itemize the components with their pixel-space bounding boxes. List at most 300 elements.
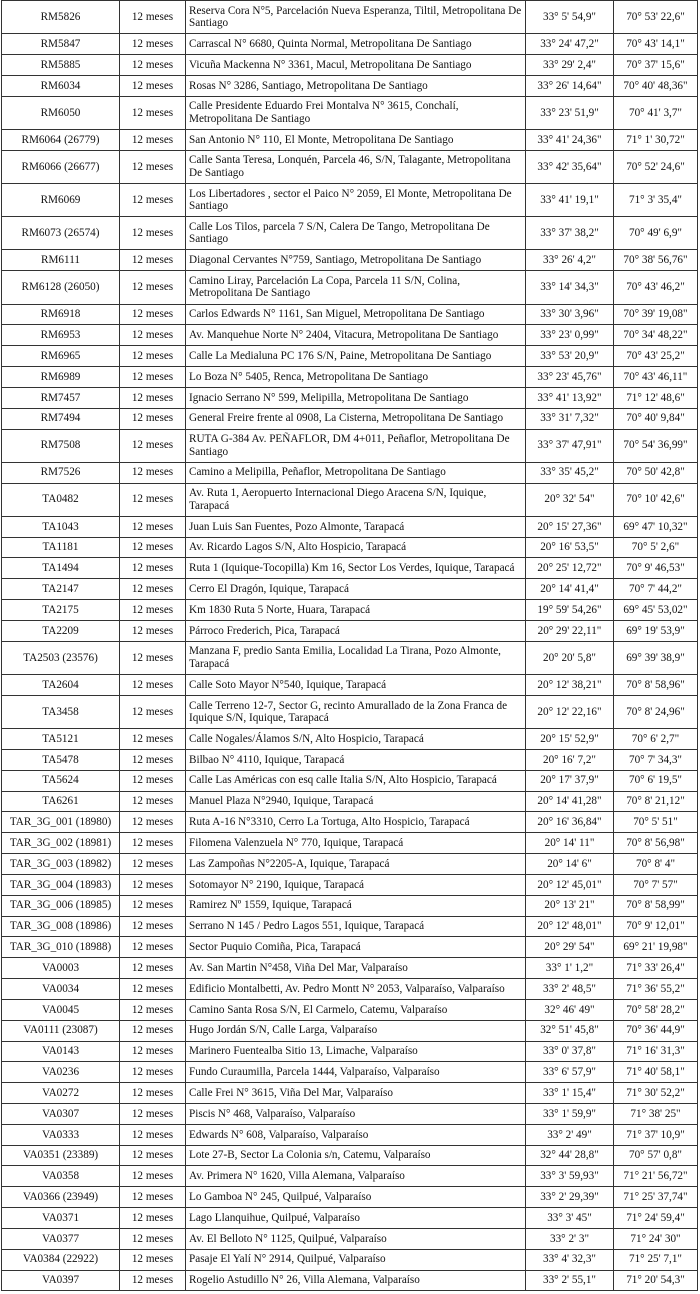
table-row bbox=[2, 675, 698, 696]
site-id-cell: RM5826 bbox=[2, 1, 120, 34]
table-row bbox=[2, 695, 698, 728]
term-cell: 12 meses bbox=[120, 895, 186, 916]
term-cell: 12 meses bbox=[120, 408, 186, 429]
site-id-cell: RM6050 bbox=[2, 96, 120, 129]
address-cell: San Antonio N° 110, El Monte, Metropolitana De Santiago bbox=[186, 129, 526, 150]
longitude-cell: 71° 33' 26,4" bbox=[614, 958, 698, 979]
site-id-cell: RM6953 bbox=[2, 325, 120, 346]
longitude-cell: 70° 8' 58,99" bbox=[614, 895, 698, 916]
latitude-cell: 20° 12' 45,01" bbox=[526, 874, 614, 895]
latitude-cell: 20° 29' 22,11" bbox=[526, 620, 614, 641]
address-cell: Ramirez Nº 1559, Iquique, Tarapacá bbox=[186, 895, 526, 916]
longitude-cell: 70° 49' 6,9" bbox=[614, 217, 698, 250]
term-cell: 12 meses bbox=[120, 34, 186, 55]
latitude-cell: 20° 14' 41,4" bbox=[526, 579, 614, 600]
address-cell: Camino Liray, Parcelación La Copa, Parcela 11 S/N, Colina, Metropolitana De Santiago bbox=[186, 271, 526, 304]
site-id-cell: RM7508 bbox=[2, 429, 120, 462]
latitude-cell: 20° 16' 53,5" bbox=[526, 537, 614, 558]
address-cell: General Freire frente al 0908, La Cisterna, Metropolitana De Santiago bbox=[186, 408, 526, 429]
term-cell: 12 meses bbox=[120, 916, 186, 937]
latitude-cell: 33° 41' 19,1" bbox=[526, 184, 614, 217]
latitude-cell: 20° 25' 12,72" bbox=[526, 558, 614, 579]
term-cell: 12 meses bbox=[120, 483, 186, 516]
site-id-cell: RM6069 bbox=[2, 184, 120, 217]
address-cell: Diagonal Cervantes N°759, Santiago, Metropolitana De Santiago bbox=[186, 250, 526, 271]
table-row bbox=[2, 304, 698, 325]
site-id-cell: RM5885 bbox=[2, 55, 120, 76]
latitude-cell: 33° 5' 54,9" bbox=[526, 1, 614, 34]
longitude-cell: 71° 37' 10,9" bbox=[614, 1124, 698, 1145]
term-cell: 12 meses bbox=[120, 600, 186, 621]
table-row bbox=[2, 55, 698, 76]
site-id-cell: VA0045 bbox=[2, 999, 120, 1020]
site-id-cell: TA3458 bbox=[2, 695, 120, 728]
longitude-cell: 70° 58' 28,2" bbox=[614, 999, 698, 1020]
longitude-cell: 71° 40' 58,1" bbox=[614, 1062, 698, 1083]
longitude-cell: 70° 7' 34,3" bbox=[614, 749, 698, 770]
site-id-cell: TA2175 bbox=[2, 600, 120, 621]
address-cell: Calle Soto Mayor N°540, Iquique, Tarapacá bbox=[186, 675, 526, 696]
table-row bbox=[2, 271, 698, 304]
address-cell: Fundo Curaumilla, Parcela 1444, Valparaíso, Valparaíso bbox=[186, 1062, 526, 1083]
table-row bbox=[2, 346, 698, 367]
latitude-cell: 33° 3' 59,93" bbox=[526, 1166, 614, 1187]
address-cell: Av. El Belloto N° 1125, Quilpué, Valparaíso bbox=[186, 1228, 526, 1249]
address-cell: Cerro El Dragón, Iquique, Tarapacá bbox=[186, 579, 526, 600]
latitude-cell: 33° 4' 32,3" bbox=[526, 1249, 614, 1270]
term-cell: 12 meses bbox=[120, 96, 186, 129]
table-row bbox=[2, 1, 698, 34]
longitude-cell: 71° 21' 56,72" bbox=[614, 1166, 698, 1187]
longitude-cell: 70° 5' 2,6" bbox=[614, 537, 698, 558]
term-cell: 12 meses bbox=[120, 129, 186, 150]
table-row bbox=[2, 537, 698, 558]
address-cell: Km 1830 Ruta 5 Norte, Huara, Tarapacá bbox=[186, 600, 526, 621]
address-cell: Ruta 1 (Iquique-Tocopilla) Km 16, Sector Los Verdes, Iquique, Tarapacá bbox=[186, 558, 526, 579]
address-cell: Vicuña Mackenna N° 3361, Macul, Metropolitana De Santiago bbox=[186, 55, 526, 76]
table-row bbox=[2, 895, 698, 916]
table-row bbox=[2, 483, 698, 516]
table-row bbox=[2, 129, 698, 150]
latitude-cell: 33° 53' 20,9" bbox=[526, 346, 614, 367]
address-cell: Edificio Montalbetti, Av. Pedro Montt N° 2053, Valparaíso, Valparaíso bbox=[186, 979, 526, 1000]
term-cell: 12 meses bbox=[120, 770, 186, 791]
table-row bbox=[2, 387, 698, 408]
term-cell: 12 meses bbox=[120, 1166, 186, 1187]
longitude-cell: 70° 10' 42,6" bbox=[614, 483, 698, 516]
term-cell: 12 meses bbox=[120, 641, 186, 674]
latitude-cell: 33° 42' 35,64" bbox=[526, 150, 614, 183]
longitude-cell: 71° 30' 52,2" bbox=[614, 1083, 698, 1104]
longitude-cell: 70° 6' 19,5" bbox=[614, 770, 698, 791]
table-row bbox=[2, 1124, 698, 1145]
table-row bbox=[2, 770, 698, 791]
longitude-cell: 70° 6' 2,7" bbox=[614, 729, 698, 750]
site-id-cell: TAR_3G_003 (18982) bbox=[2, 854, 120, 875]
term-cell: 12 meses bbox=[120, 791, 186, 812]
table-row bbox=[2, 1187, 698, 1208]
longitude-cell: 71° 16' 31,3" bbox=[614, 1041, 698, 1062]
latitude-cell: 20° 32' 54" bbox=[526, 483, 614, 516]
longitude-cell: 70° 53' 22,6" bbox=[614, 1, 698, 34]
term-cell: 12 meses bbox=[120, 999, 186, 1020]
term-cell: 12 meses bbox=[120, 854, 186, 875]
latitude-cell: 33° 23' 45,76" bbox=[526, 367, 614, 388]
term-cell: 12 meses bbox=[120, 429, 186, 462]
site-id-cell: RM6989 bbox=[2, 367, 120, 388]
address-cell: Calle La Medialuna PC 176 S/N, Paine, Metropolitana De Santiago bbox=[186, 346, 526, 367]
longitude-cell: 71° 24' 30" bbox=[614, 1228, 698, 1249]
site-id-cell: VA0111 (23087) bbox=[2, 1020, 120, 1041]
term-cell: 12 meses bbox=[120, 304, 186, 325]
address-cell: Juan Luis San Fuentes, Pozo Almonte, Tarapacá bbox=[186, 516, 526, 537]
term-cell: 12 meses bbox=[120, 579, 186, 600]
address-cell: Calle Presidente Eduardo Frei Montalva N° 3615, Conchalí, Metropolitana De Santiago bbox=[186, 96, 526, 129]
address-cell: Lago Llanquihue, Quilpué, Valparaíso bbox=[186, 1208, 526, 1229]
site-id-cell: VA0377 bbox=[2, 1228, 120, 1249]
term-cell: 12 meses bbox=[120, 387, 186, 408]
latitude-cell: 33° 41' 13,92" bbox=[526, 387, 614, 408]
address-cell: Rogelio Astudillo N° 26, Villa Alemana, Valparaíso bbox=[186, 1270, 526, 1291]
table-row bbox=[2, 516, 698, 537]
table-row bbox=[2, 184, 698, 217]
address-cell: Los Libertadores , sector el Paico N° 2059, El Monte, Metropolitana De Santiago bbox=[186, 184, 526, 217]
site-id-cell: TA1181 bbox=[2, 537, 120, 558]
address-cell: Serrano N 145 / Pedro Lagos 551, Iquique, Tarapacá bbox=[186, 916, 526, 937]
term-cell: 12 meses bbox=[120, 620, 186, 641]
address-cell: Ruta A-16 N°3310, Cerro La Tortuga, Alto Hospicio, Tarapacá bbox=[186, 812, 526, 833]
address-cell: Manzana F, predio Santa Emilia, Localidad La Tirana, Pozo Almonte, Tarapacá bbox=[186, 641, 526, 674]
term-cell: 12 meses bbox=[120, 1103, 186, 1124]
address-cell: Ignacio Serrano N° 599, Melipilla, Metropolitana De Santiago bbox=[186, 387, 526, 408]
longitude-cell: 70° 37' 15,6" bbox=[614, 55, 698, 76]
latitude-cell: 33° 24' 47,2" bbox=[526, 34, 614, 55]
address-cell: Lo Boza N° 5405, Renca, Metropolitana De Santiago bbox=[186, 367, 526, 388]
address-cell: Av. Ruta 1, Aeropuerto Internacional Diego Aracena S/N, Iquique, Tarapacá bbox=[186, 483, 526, 516]
table-row bbox=[2, 96, 698, 129]
term-cell: 12 meses bbox=[120, 346, 186, 367]
latitude-cell: 33° 23' 0,99" bbox=[526, 325, 614, 346]
site-id-cell: TA2503 (23576) bbox=[2, 641, 120, 674]
site-id-cell: VA0236 bbox=[2, 1062, 120, 1083]
term-cell: 12 meses bbox=[120, 516, 186, 537]
table-row bbox=[2, 937, 698, 958]
latitude-cell: 20° 14' 41,28" bbox=[526, 791, 614, 812]
latitude-cell: 20° 17' 37,9" bbox=[526, 770, 614, 791]
site-id-cell: TA5624 bbox=[2, 770, 120, 791]
site-id-cell: TA1043 bbox=[2, 516, 120, 537]
table-row bbox=[2, 1062, 698, 1083]
table-row bbox=[2, 833, 698, 854]
site-id-cell: TAR_3G_004 (18983) bbox=[2, 874, 120, 895]
term-cell: 12 meses bbox=[120, 874, 186, 895]
table-row bbox=[2, 1166, 698, 1187]
latitude-cell: 33° 2' 3" bbox=[526, 1228, 614, 1249]
term-cell: 12 meses bbox=[120, 812, 186, 833]
address-cell: Piscis N° 468, Valparaíso, Valparaíso bbox=[186, 1103, 526, 1124]
site-id-cell: VA0366 (23949) bbox=[2, 1187, 120, 1208]
table-row bbox=[2, 250, 698, 271]
latitude-cell: 20° 29' 54" bbox=[526, 937, 614, 958]
table-row bbox=[2, 367, 698, 388]
table-row bbox=[2, 1270, 698, 1291]
term-cell: 12 meses bbox=[120, 695, 186, 728]
longitude-cell: 70° 8' 4" bbox=[614, 854, 698, 875]
latitude-cell: 20° 13' 21" bbox=[526, 895, 614, 916]
site-id-cell: RM6034 bbox=[2, 75, 120, 96]
table-row bbox=[2, 979, 698, 1000]
site-id-cell: RM7494 bbox=[2, 408, 120, 429]
longitude-cell: 70° 36' 44,9" bbox=[614, 1020, 698, 1041]
longitude-cell: 69° 39' 38,9" bbox=[614, 641, 698, 674]
longitude-cell: 70° 8' 21,12" bbox=[614, 791, 698, 812]
term-cell: 12 meses bbox=[120, 675, 186, 696]
address-cell: Pasaje El Yalí N° 2914, Quilpué, Valparaíso bbox=[186, 1249, 526, 1270]
site-id-cell: RM7526 bbox=[2, 462, 120, 483]
address-cell: Sotomayor N° 2190, Iquique, Tarapacá bbox=[186, 874, 526, 895]
table-row bbox=[2, 217, 698, 250]
longitude-cell: 70° 38' 56,76" bbox=[614, 250, 698, 271]
table-row bbox=[2, 408, 698, 429]
latitude-cell: 33° 3' 45" bbox=[526, 1208, 614, 1229]
address-cell: Bilbao N° 4110, Iquique, Tarapacá bbox=[186, 749, 526, 770]
address-cell: Marinero Fuentealba Sitio 13, Limache, Valparaíso bbox=[186, 1041, 526, 1062]
table-row bbox=[2, 325, 698, 346]
longitude-cell: 71° 12' 48,6" bbox=[614, 387, 698, 408]
table-row bbox=[2, 729, 698, 750]
table-row bbox=[2, 916, 698, 937]
latitude-cell: 33° 26' 4,2" bbox=[526, 250, 614, 271]
latitude-cell: 33° 35' 45,2" bbox=[526, 462, 614, 483]
term-cell: 12 meses bbox=[120, 749, 186, 770]
longitude-cell: 70° 8' 24,96" bbox=[614, 695, 698, 728]
address-cell: Carrascal N° 6680, Quinta Normal, Metropolitana De Santiago bbox=[186, 34, 526, 55]
table-row bbox=[2, 1145, 698, 1166]
address-cell: Lote 27-B, Sector La Colonia s/n, Catemu, Valparaíso bbox=[186, 1145, 526, 1166]
address-cell: Filomena Valenzuela N° 770, Iquique, Tarapacá bbox=[186, 833, 526, 854]
latitude-cell: 19° 59' 54,26" bbox=[526, 600, 614, 621]
longitude-cell: 71° 25' 37,74" bbox=[614, 1187, 698, 1208]
term-cell: 12 meses bbox=[120, 958, 186, 979]
longitude-cell: 71° 38' 25" bbox=[614, 1103, 698, 1124]
table-row bbox=[2, 1228, 698, 1249]
table-row bbox=[2, 462, 698, 483]
longitude-cell: 70° 41' 3,7" bbox=[614, 96, 698, 129]
address-cell: Manuel Plaza N°2940, Iquique, Tarapacá bbox=[186, 791, 526, 812]
address-cell: Calle Frei N° 3615, Viña Del Mar, Valparaíso bbox=[186, 1083, 526, 1104]
longitude-cell: 70° 7' 57" bbox=[614, 874, 698, 895]
latitude-cell: 33° 23' 51,9" bbox=[526, 96, 614, 129]
term-cell: 12 meses bbox=[120, 325, 186, 346]
longitude-cell: 70° 40' 48,36" bbox=[614, 75, 698, 96]
term-cell: 12 meses bbox=[120, 250, 186, 271]
longitude-cell: 70° 8' 56,98" bbox=[614, 833, 698, 854]
address-cell: Párroco Frederich, Pica, Tarapacá bbox=[186, 620, 526, 641]
term-cell: 12 meses bbox=[120, 1062, 186, 1083]
term-cell: 12 meses bbox=[120, 1228, 186, 1249]
address-cell: Las Zampoñas N°2205-A, Iquique, Tarapacá bbox=[186, 854, 526, 875]
table-row bbox=[2, 429, 698, 462]
latitude-cell: 33° 26' 14,64" bbox=[526, 75, 614, 96]
latitude-cell: 33° 2' 49" bbox=[526, 1124, 614, 1145]
address-cell: Av. Primera N° 1620, Villa Alemana, Valparaíso bbox=[186, 1166, 526, 1187]
site-id-cell: VA0034 bbox=[2, 979, 120, 1000]
site-id-cell: TAR_3G_006 (18985) bbox=[2, 895, 120, 916]
term-cell: 12 meses bbox=[120, 1249, 186, 1270]
sites-table bbox=[1, 0, 698, 1291]
table-row bbox=[2, 874, 698, 895]
term-cell: 12 meses bbox=[120, 55, 186, 76]
site-id-cell: RM6066 (26677) bbox=[2, 150, 120, 183]
longitude-cell: 69° 47' 10,32" bbox=[614, 516, 698, 537]
term-cell: 12 meses bbox=[120, 1041, 186, 1062]
term-cell: 12 meses bbox=[120, 1020, 186, 1041]
longitude-cell: 70° 7' 44,2" bbox=[614, 579, 698, 600]
address-cell: Av. Manquehue Norte N° 2404, Vitacura, Metropolitana De Santiago bbox=[186, 325, 526, 346]
table-row bbox=[2, 1249, 698, 1270]
term-cell: 12 meses bbox=[120, 462, 186, 483]
address-cell: Calle Santa Teresa, Lonquén, Parcela 46, S/N, Talagante, Metropolitana De Santiago bbox=[186, 150, 526, 183]
longitude-cell: 70° 9' 46,53" bbox=[614, 558, 698, 579]
term-cell: 12 meses bbox=[120, 1145, 186, 1166]
latitude-cell: 32° 51' 45,8" bbox=[526, 1020, 614, 1041]
table-row bbox=[2, 749, 698, 770]
term-cell: 12 meses bbox=[120, 271, 186, 304]
address-cell: Lo Gamboa N° 245, Quilpué, Valparaíso bbox=[186, 1187, 526, 1208]
longitude-cell: 70° 43' 14,1" bbox=[614, 34, 698, 55]
site-id-cell: VA0351 (23389) bbox=[2, 1145, 120, 1166]
longitude-cell: 71° 24' 59,4" bbox=[614, 1208, 698, 1229]
site-id-cell: VA0358 bbox=[2, 1166, 120, 1187]
term-cell: 12 meses bbox=[120, 1, 186, 34]
site-id-cell: VA0371 bbox=[2, 1208, 120, 1229]
sites-table-body bbox=[2, 1, 698, 1291]
site-id-cell: TA5121 bbox=[2, 729, 120, 750]
site-id-cell: VA0307 bbox=[2, 1103, 120, 1124]
table-row bbox=[2, 150, 698, 183]
longitude-cell: 70° 43' 25,2" bbox=[614, 346, 698, 367]
table-row bbox=[2, 1083, 698, 1104]
term-cell: 12 meses bbox=[120, 75, 186, 96]
term-cell: 12 meses bbox=[120, 184, 186, 217]
term-cell: 12 meses bbox=[120, 150, 186, 183]
longitude-cell: 71° 36' 55,2" bbox=[614, 979, 698, 1000]
site-id-cell: TA2209 bbox=[2, 620, 120, 641]
site-id-cell: RM6073 (26574) bbox=[2, 217, 120, 250]
address-cell: Carlos Edwards N° 1161, San Miguel, Metropolitana De Santiago bbox=[186, 304, 526, 325]
table-row bbox=[2, 641, 698, 674]
latitude-cell: 33° 2' 55,1" bbox=[526, 1270, 614, 1291]
table-row bbox=[2, 579, 698, 600]
longitude-cell: 71° 1' 30,72" bbox=[614, 129, 698, 150]
site-id-cell: VA0143 bbox=[2, 1041, 120, 1062]
term-cell: 12 meses bbox=[120, 537, 186, 558]
site-id-cell: VA0272 bbox=[2, 1083, 120, 1104]
latitude-cell: 33° 2' 29,39" bbox=[526, 1187, 614, 1208]
term-cell: 12 meses bbox=[120, 1208, 186, 1229]
site-id-cell: TAR_3G_010 (18988) bbox=[2, 937, 120, 958]
site-id-cell: VA0384 (22922) bbox=[2, 1249, 120, 1270]
address-cell: Calle Nogales/Álamos S/N, Alto Hospicio, Tarapacá bbox=[186, 729, 526, 750]
address-cell: RUTA G-384 Av. PEÑAFLOR, DM 4+011, Peñaflor, Metropolitana De Santiago bbox=[186, 429, 526, 462]
latitude-cell: 20° 14' 11" bbox=[526, 833, 614, 854]
latitude-cell: 20° 20' 5,8" bbox=[526, 641, 614, 674]
latitude-cell: 20° 12' 22,16" bbox=[526, 695, 614, 728]
site-id-cell: TA6261 bbox=[2, 791, 120, 812]
latitude-cell: 20° 14' 6" bbox=[526, 854, 614, 875]
site-id-cell: VA0397 bbox=[2, 1270, 120, 1291]
latitude-cell: 20° 16' 7,2" bbox=[526, 749, 614, 770]
latitude-cell: 20° 12' 38,21" bbox=[526, 675, 614, 696]
site-id-cell: RM6128 (26050) bbox=[2, 271, 120, 304]
term-cell: 12 meses bbox=[120, 729, 186, 750]
latitude-cell: 20° 15' 27,36" bbox=[526, 516, 614, 537]
site-id-cell: RM7457 bbox=[2, 387, 120, 408]
address-cell: Calle Los Tilos, parcela 7 S/N, Calera De Tango, Metropolitana De Santiago bbox=[186, 217, 526, 250]
address-cell: Hugo Jordán S/N, Calle Larga, Valparaíso bbox=[186, 1020, 526, 1041]
longitude-cell: 71° 20' 54,3" bbox=[614, 1270, 698, 1291]
table-row bbox=[2, 620, 698, 641]
table-row bbox=[2, 1020, 698, 1041]
site-id-cell: TAR_3G_008 (18986) bbox=[2, 916, 120, 937]
longitude-cell: 70° 8' 58,96" bbox=[614, 675, 698, 696]
longitude-cell: 70° 50' 42,8" bbox=[614, 462, 698, 483]
address-cell: Rosas N° 3286, Santiago, Metropolitana De Santiago bbox=[186, 75, 526, 96]
longitude-cell: 70° 40' 9,84" bbox=[614, 408, 698, 429]
latitude-cell: 32° 44' 28,8" bbox=[526, 1145, 614, 1166]
longitude-cell: 69° 19' 53,9" bbox=[614, 620, 698, 641]
latitude-cell: 33° 37' 47,91" bbox=[526, 429, 614, 462]
site-id-cell: TAR_3G_002 (18981) bbox=[2, 833, 120, 854]
longitude-cell: 71° 25' 7,1" bbox=[614, 1249, 698, 1270]
latitude-cell: 33° 31' 7,32" bbox=[526, 408, 614, 429]
latitude-cell: 32° 46' 49" bbox=[526, 999, 614, 1020]
longitude-cell: 70° 54' 36,99" bbox=[614, 429, 698, 462]
term-cell: 12 meses bbox=[120, 1187, 186, 1208]
longitude-cell: 71° 3' 35,4" bbox=[614, 184, 698, 217]
latitude-cell: 33° 1' 15,4" bbox=[526, 1083, 614, 1104]
table-row bbox=[2, 34, 698, 55]
term-cell: 12 meses bbox=[120, 833, 186, 854]
longitude-cell: 69° 21' 19,98" bbox=[614, 937, 698, 958]
site-id-cell: TA2604 bbox=[2, 675, 120, 696]
site-id-cell: TA1494 bbox=[2, 558, 120, 579]
latitude-cell: 20° 12' 48,01" bbox=[526, 916, 614, 937]
site-id-cell: RM6111 bbox=[2, 250, 120, 271]
address-cell: Sector Puquio Comiña, Pica, Tarapacá bbox=[186, 937, 526, 958]
table-row bbox=[2, 600, 698, 621]
latitude-cell: 33° 29' 2,4" bbox=[526, 55, 614, 76]
latitude-cell: 33° 41' 24,36" bbox=[526, 129, 614, 150]
term-cell: 12 meses bbox=[120, 937, 186, 958]
longitude-cell: 70° 43' 46,11" bbox=[614, 367, 698, 388]
table-row bbox=[2, 958, 698, 979]
site-id-cell: RM5847 bbox=[2, 34, 120, 55]
address-cell: Camino a Melipilla, Peñaflor, Metropolitana De Santiago bbox=[186, 462, 526, 483]
term-cell: 12 meses bbox=[120, 367, 186, 388]
longitude-cell: 69° 45' 53,02" bbox=[614, 600, 698, 621]
table-row bbox=[2, 558, 698, 579]
table-row bbox=[2, 999, 698, 1020]
latitude-cell: 20° 16' 36,84" bbox=[526, 812, 614, 833]
term-cell: 12 meses bbox=[120, 1083, 186, 1104]
latitude-cell: 33° 1' 59,9" bbox=[526, 1103, 614, 1124]
latitude-cell: 33° 1' 1,2" bbox=[526, 958, 614, 979]
table-row bbox=[2, 75, 698, 96]
longitude-cell: 70° 43' 46,2" bbox=[614, 271, 698, 304]
address-cell: Camino Santa Rosa S/N, El Carmelo, Catemu, Valparaíso bbox=[186, 999, 526, 1020]
site-id-cell: TAR_3G_001 (18980) bbox=[2, 812, 120, 833]
